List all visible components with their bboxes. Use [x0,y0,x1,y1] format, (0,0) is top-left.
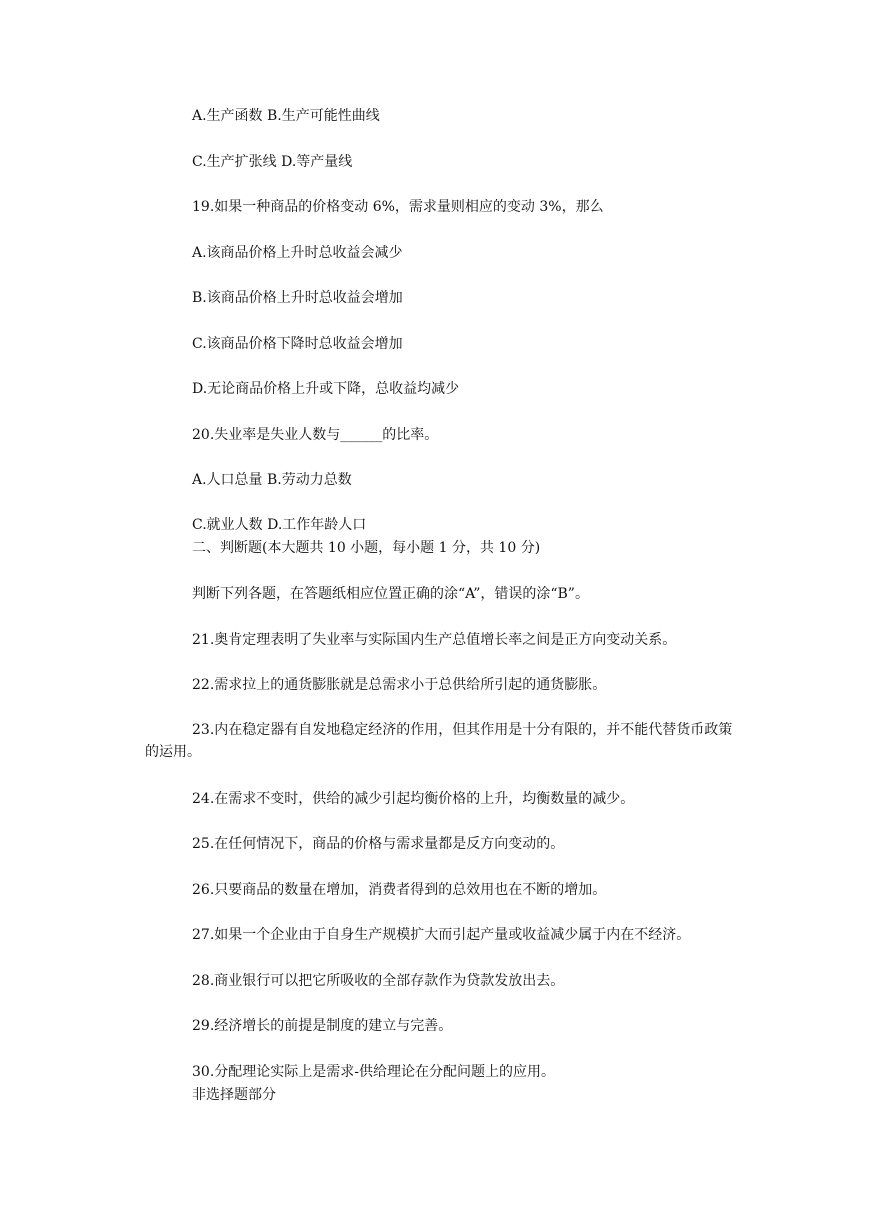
q19-option-a: A.该商品价格上升时总收益会减少 [192,245,403,261]
section-heading-true-false: 二、判断题(本大题共 10 小题，每小题 1 分，共 10 分) [192,540,541,556]
question-27: 27.如果一个企业由于自身生产规模扩大而引起产量或收益减少属于内在不经济。 [192,927,691,943]
question-19: 19.如果一种商品的价格变动 6%，需求量则相应的变动 3%，那么 [192,199,604,215]
q19-option-b: B.该商品价格上升时总收益会增加 [192,290,403,306]
question-23: 23.内在稳定器有自发地稳定经济的作用，但其作用是十分有限的，并不能代替货币政策的运用。 [145,722,733,760]
q20-options-ab: A.人口总量 B.劳动力总数 [192,472,352,488]
q19-option-d: D.无论商品价格上升或下降，总收益均减少 [192,381,460,397]
question-20: 20.失业率是失业人数与______的比率。 [192,427,439,443]
question-26: 26.只要商品的数量在增加，消费者得到的总效用也在不断的增加。 [192,882,607,898]
q18-options-ab: A.生产函数 B.生产可能性曲线 [192,108,380,124]
question-21: 21.奥肯定理表明了失业率与实际国内生产总值增长率之间是正方向变动关系。 [192,632,677,648]
section-heading-non-choice: 非选择题部分 [192,1087,276,1103]
q20-options-cd: C.就业人数 D.工作年龄人口 [192,517,367,533]
q19-option-c: C.该商品价格下降时总收益会增加 [192,336,403,352]
question-28: 28.商业银行可以把它所吸收的全部存款作为贷款发放出去。 [192,973,565,989]
question-29: 29.经济增长的前提是制度的建立与完善。 [192,1018,453,1034]
q18-options-cd: C.生产扩张线 D.等产量线 [192,154,353,170]
question-25: 25.在任何情况下，商品的价格与需求量都是反方向变动的。 [192,836,565,852]
question-24: 24.在需求不变时，供给的减少引起均衡价格的上升，均衡数量的减少。 [192,791,635,807]
question-30: 30.分配理论实际上是需求-供给理论在分配问题上的应用。 [192,1064,555,1080]
section-instructions: 判断下列各题，在答题纸相应位置正确的涂“A”，错误的涂“B”。 [192,586,589,602]
question-22: 22.需求拉上的通货膨胀就是总需求小于总供给所引起的通货膨胀。 [192,677,607,693]
